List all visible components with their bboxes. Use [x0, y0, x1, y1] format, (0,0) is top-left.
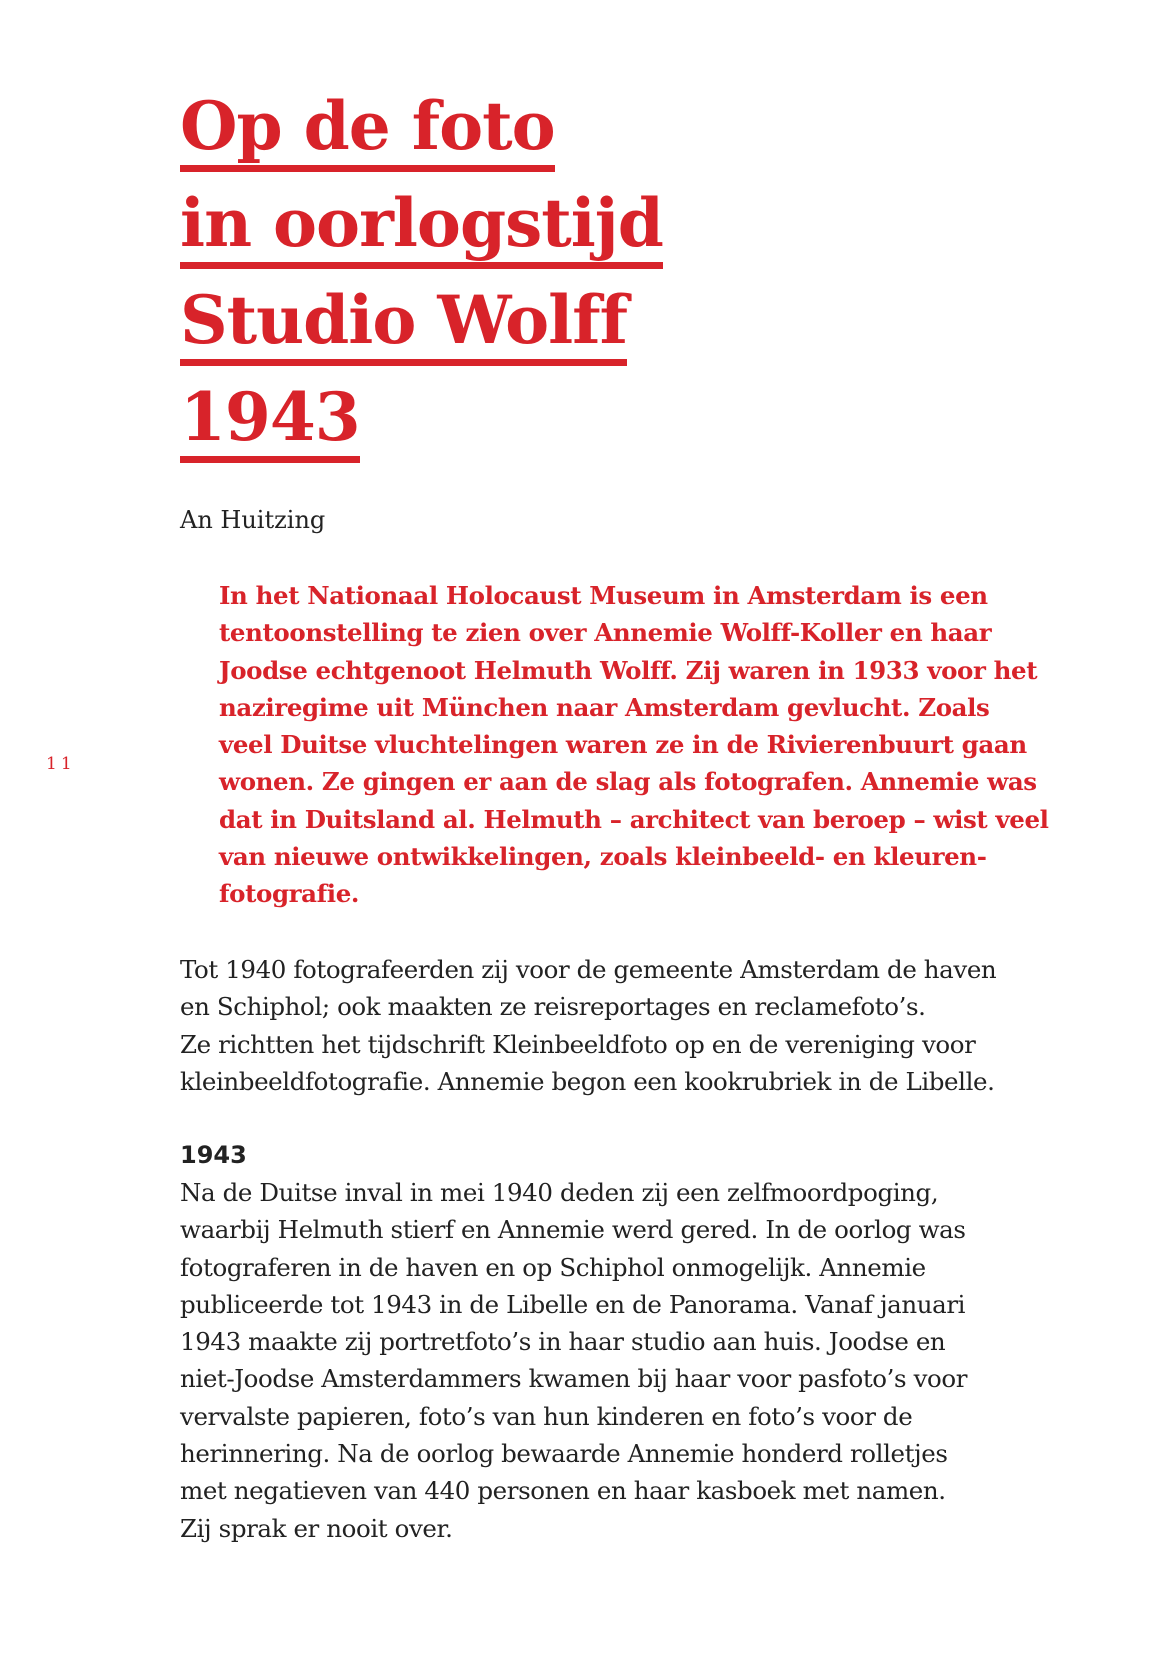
body-line: niet-Joodse Amsterdammers kwamen bij haar voor pasfoto’s voor: [180, 1364, 968, 1394]
intro-line: van nieuwe ontwikkelingen, zoals kleinbeeld- en kleuren-: [219, 842, 987, 872]
title-line-text: Op de foto: [180, 89, 555, 172]
intro-line: veel Duitse vluchtelingen waren ze in de Rivierenbuurt gaan: [219, 730, 1027, 760]
body-line: Tot 1940 fotografeerden zij voor de gemeente Amsterdam de haven: [180, 955, 997, 984]
intro-line: tentoonstelling te zien over Annemie Wolff-Koller en haar: [219, 618, 992, 648]
body-line: 1943 maakte zij portretfoto’s in haar studio aan huis. Joodse en: [180, 1327, 946, 1357]
title-line-text: 1943: [180, 380, 360, 463]
article-title: [180, 86, 663, 474]
title-line: [180, 377, 663, 474]
body-paragraph-2: [180, 1174, 1060, 1547]
title-line: [180, 86, 663, 183]
page-number: 11: [46, 754, 76, 774]
body-line: herinnering. Na de oorlog bewaarde Annemie honderd rolletjes: [180, 1439, 948, 1469]
intro-line: In het Nationaal Holocaust Museum in Amsterdam is een: [219, 581, 988, 610]
body-line: Zij sprak er nooit over.: [180, 1513, 453, 1543]
body-line: vervalste papieren, foto’s van hun kinderen en foto’s voor de: [180, 1401, 913, 1431]
intro-line: dat in Duitsland al. Helmuth – architect van beroep – wist veel: [219, 804, 1049, 834]
body-line: Ze richtten het tijdschrift Kleinbeeldfoto op en de vereniging voor: [180, 1029, 976, 1059]
body-line: publiceerde tot 1943 in de Libelle en de Panorama. Vanaf januari: [180, 1289, 966, 1319]
title-line: [180, 183, 663, 280]
body-line: waarbij Helmuth stierf en Annemie werd gered. In de oorlog was: [180, 1215, 966, 1245]
intro-line: naziregime uit München naar Amsterdam gevlucht. Zoals: [219, 692, 990, 722]
body-line: Na de Duitse inval in mei 1940 deden zij een zelfmoordpoging,: [180, 1178, 939, 1207]
intro-paragraph: [219, 577, 1059, 913]
body-line: en Schiphol; ook maakten ze reisreportages en reclamefoto’s.: [180, 992, 926, 1022]
intro-line: fotografie.: [219, 879, 360, 909]
body-paragraph-1: [180, 951, 1060, 1100]
title-line-text: Studio Wolff: [180, 283, 627, 366]
body-line: kleinbeeldfotografie. Annemie begon een kookrubriek in de Libelle.: [180, 1066, 995, 1096]
section-heading: 1943: [180, 1141, 247, 1169]
body-line: met negatieven van 440 personen en haar kasboek met namen.: [180, 1476, 946, 1506]
title-line-text: in oorlogstijd: [180, 186, 663, 269]
author-name: An Huitzing: [180, 506, 326, 534]
intro-line: Joodse echtgenoot Helmuth Wolff. Zij waren in 1933 voor het: [219, 655, 1038, 685]
intro-line: wonen. Ze gingen er aan de slag als fotografen. Annemie was: [219, 767, 1037, 797]
title-line: [180, 280, 663, 377]
body-line: fotograferen in de haven en op Schiphol onmogelijk. Annemie: [180, 1252, 926, 1282]
